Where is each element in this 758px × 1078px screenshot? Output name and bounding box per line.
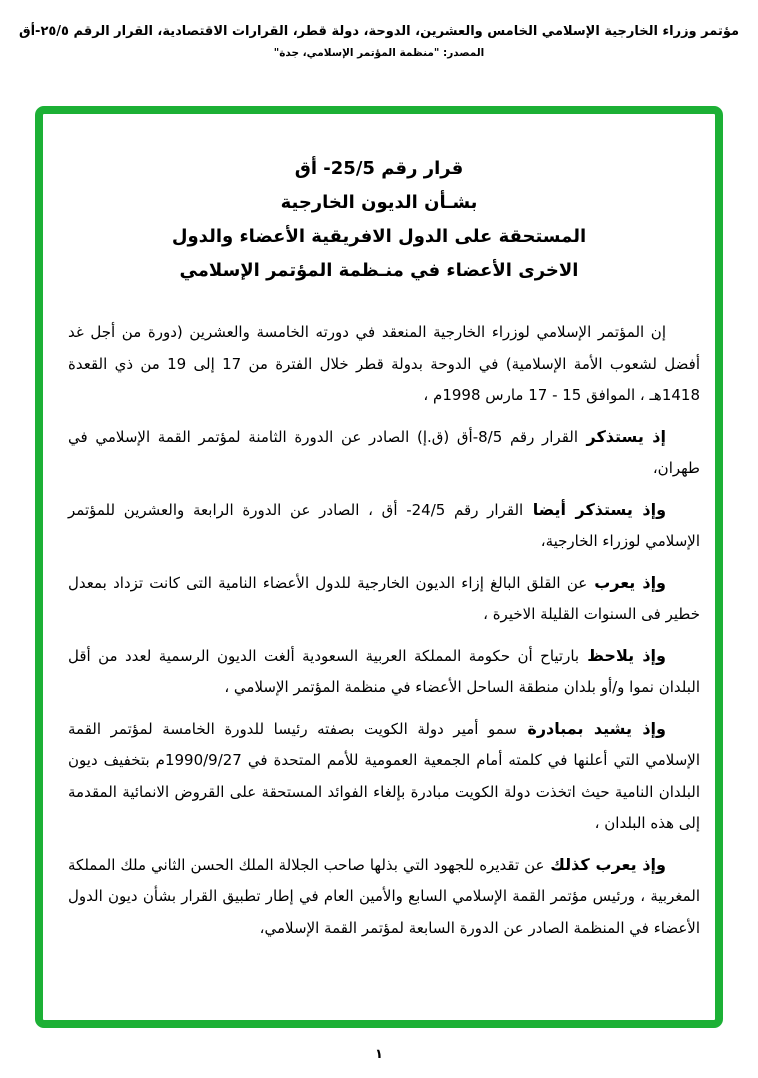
document-header xyxy=(0,24,758,59)
clause-text: القرار رقم 24/5- أق ، الصادر عن الدورة الرابعة والعشرين للمؤتمر الإسلامي لوزراء الخارجية، xyxy=(68,500,700,550)
clause-text: بارتياح أن حكومة المملكة العربية السعودية ألغت الديون الرسمية لعدد من أقل البلدان نموا و/أو بلدان منطقة الساحل الأعضاء في منظمة المؤتمر الإسلامي ، xyxy=(68,646,700,696)
header-citation: مؤتمر وزراء الخارجية الإسلامي الخامس والعشرين، الدوحة، دولة قطر، القرارات الاقتصادية، القرار الرقم ٢٥/٥-أق xyxy=(18,24,740,39)
clause-lead: وإذ يشيد بمبادرة xyxy=(517,718,666,738)
page-number: ١ xyxy=(375,1047,383,1062)
title-line: بشـأن الديون الخارجية xyxy=(280,192,478,213)
clause-expressing-appreciation xyxy=(68,849,700,945)
clause-text: القرار رقم 8/5-أق (ق.إ) الصادر عن الدورة الثامنة لمؤتمر القمة الإسلامي في طهران، xyxy=(68,427,700,477)
clause-noting-with-satisfaction xyxy=(68,640,700,704)
clause-recalling-also xyxy=(68,494,700,558)
clause-lead: وإذ يستذكر أيضا xyxy=(523,499,667,519)
clause-text: عن تقديره للجهود التي بذلها صاحب الجلالة الملك الحسن الثاني ملك المملكة المغربية ، ورئيس مؤتمر القمة الإسلامي السابع والأمين العام في إطار تطبيق القرار بشأن ديون الدول الأعضاء في المنظمة الصادر عن الدورة السابعة لمؤتمر القمة الإسلامي، xyxy=(68,855,700,937)
header-source: المصدر: "منظمة المؤتمر الإسلامي، جدة" xyxy=(273,47,485,59)
clause-lead: وإذ يعرب كذلك xyxy=(544,854,666,874)
clause-expressing-concern xyxy=(68,567,700,631)
clause-recalling xyxy=(68,421,700,485)
clause-commending-initiative xyxy=(68,713,700,840)
paragraph-session-intro xyxy=(68,316,700,412)
resolution-title xyxy=(43,152,715,288)
resolution-body xyxy=(68,316,700,944)
clause-text: إن المؤتمر الإسلامي لوزراء الخارجية المنعقد في دورته الخامسة والعشرين (دورة من أجل غد أفضل لشعوب الأمة الإسلامية) في الدوحة بدولة قطر خلال الفترة من 17 إلى 19 من ذي القعدة 1418هـ ، الموافق 15 - 17 مارس 1998م ، xyxy=(68,323,700,404)
title-line: الاخرى الأعضاء في منـظمة المؤتمر الإسلامي xyxy=(179,260,579,281)
title-line: المستحقة على الدول الافريقية الأعضاء والدول xyxy=(171,226,587,247)
clause-lead: وإذ يعرب xyxy=(587,572,666,592)
clause-text: عن القلق البالغ إزاء الديون الخارجية للدول الأعضاء النامية التى كانت تزداد بمعدل خطير فى السنوات القليلة الاخيرة ، xyxy=(68,573,700,623)
clause-lead: وإذ يلاحظ xyxy=(579,645,666,665)
title-line: قرار رقم 25/5- أق xyxy=(294,158,464,179)
green-border-frame xyxy=(35,106,723,1028)
clause-lead: إذ يستذكر xyxy=(578,426,666,446)
clause-text: سمو أمير دولة الكويت بصفته رئيسا للدورة الخامسة لمؤتمر القمة الإسلامي التي أعلنها في كلمته أمام الجمعية العمومية للأمم المتحدة في 1990/9/27م بتخفيف ديون البلدان النامية حيث اتخذت دولة الكويت مبادرة بإلغاء الفوائد المستحقة على القروض الانمائية المقدمة إلى هذه البلدان ، xyxy=(68,719,701,832)
